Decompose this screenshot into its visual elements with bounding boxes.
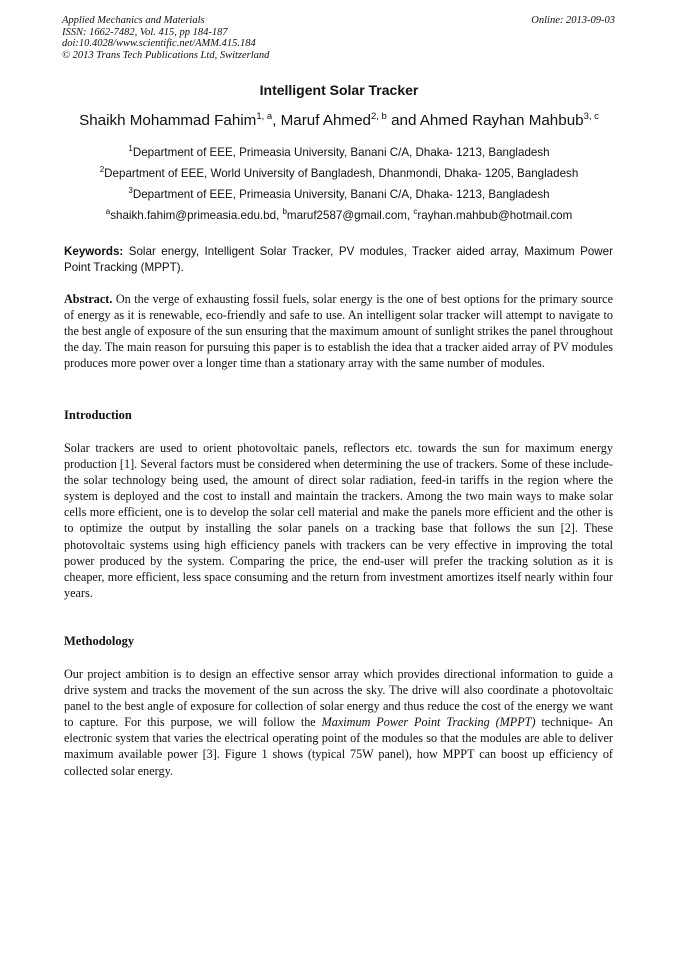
introduction-text: Solar trackers are used to orient photovoltaic panels, reflectors etc. towards the sun for maximum energy production [1]. Several factors must be considered when determining the use of trackers. Some of these include- the solar technology being used, the amount of direct solar radiation, feed-in tariffs in the region where the system is deployed and the cost to install and maintain the trackers. Among the two main ways to make solar cells more efficient, one is to develop the solar cell material and make the panels more efficient and the other is to optimize the output by installing the solar panels on a tracking base that follows the sun [2]. These photovoltaic systems using high efficiency panels with trackers can be very effective in improving the total power produced by the system. Comparing the price, the end-user will prefer the tracking solution as it is cheaper, more efficient, less space consuming and the return from investment amortizes itself nearly within four years. [64,441,613,600]
copyright-line: © 2013 Trans Tech Publications Ltd, Switzerland [62,49,270,61]
affiliation-2 [0,167,678,180]
author-name: Maruf Ahmed [280,112,371,129]
affiliation-text: Department of EEE, Primeasia University, Banani C/A, Dhaka- 1213, Bangladesh [132,146,550,159]
abstract-text: On the verge of exhausting fossil fuels, solar energy is the one of best options for the primary source of energy as it is renewable, eco-friendly and safe to use. An intelligent solar tracker will attempt to navigate to the best angle of exposure of the sun ensuring that the maximum amount of sunlight strikes the panel throughout the day. The main reason for pursuing this paper is to establish the idea that a tracker aided array of PV modules produces more power over a longer time than a stationary array with the same number of modules. [64,292,614,371]
author-name: Ahmed Rayhan Mahbub [419,112,584,129]
author-separator: , [272,112,281,129]
author-name: Shaikh Mohammad Fahim [79,112,257,129]
methodology-text-part: Our project ambition is to design an effective sensor array which provides directional information to guide a drive system and tracks the movement of the sun across the sky. The drive will also coordinate a photovoltaic panel to the best angle of exposure for collection of solar energy and thus reduce the cost of the energy we want to capture. For this purpose, we will follow the [64,667,613,730]
methodology-text [64,666,613,779]
affiliation-mark: 2 [99,165,105,174]
email-address: maruf2587@gmail.com, [286,209,414,222]
methodology-text-part: technique- An electronic system that varies the electrical operating point of the modules so that the modules are able to deliver maximum available power [3]. Figure 1 shows (typical 75W panel), how MPPT can boost up efficiency of collected solar energy. [64,715,613,778]
author-affiliation-mark: 3, c [583,111,599,122]
email-mark: b [282,207,287,216]
methodology-heading: Methodology [64,634,135,648]
introduction-heading: Introduction [64,408,132,422]
email-line [0,209,678,222]
paper-title: Intelligent Solar Tracker [259,82,419,98]
author-affiliation-mark: 1, a [256,111,273,122]
issn-line: ISSN: 1662-7482, Vol. 415, pp 184-187 [62,26,228,38]
email-address: shaikh.fahim@primeasia.edu.bd, [110,209,283,222]
doi-line: doi:10.4028/www.scientific.net/AMM.415.184 [62,38,256,50]
journal-header [62,15,615,61]
affiliation-text: Department of EEE, Primeasia University, Banani C/A, Dhaka- 1213, Bangladesh [132,188,550,201]
email-address: rayhan.mahbub@hotmail.com [417,209,573,222]
email-mark: c [413,207,418,216]
email-mark: a [105,207,111,216]
keywords-block [64,244,613,275]
affiliation-3 [0,188,678,201]
author-separator: and [386,112,420,129]
journal-name: Applied Mechanics and Materials [62,15,205,26]
affiliation-text: Department of EEE, World University of Bangladesh, Dhanmondi, Dhaka- 1205, Bangladesh [104,167,579,180]
affiliation-mark: 3 [128,186,133,195]
keywords-text: Solar energy, Intelligent Solar Tracker, PV modules, Tracker aided array, Maximum Power Point Tracking (MPPT). [64,245,613,274]
online-date: Online: 2013-09-03 [531,15,615,26]
affiliation-1 [0,146,678,159]
author-affiliation-mark: 2, b [370,111,387,122]
author-line [0,112,678,129]
abstract-block [64,291,613,371]
methodology-italic-term: Maximum Power Point Tracking (MPPT) [321,715,536,730]
abstract-label: Abstract. [64,292,113,306]
keywords-label: Keywords: [64,245,124,258]
affiliation-mark: 1 [128,144,133,153]
